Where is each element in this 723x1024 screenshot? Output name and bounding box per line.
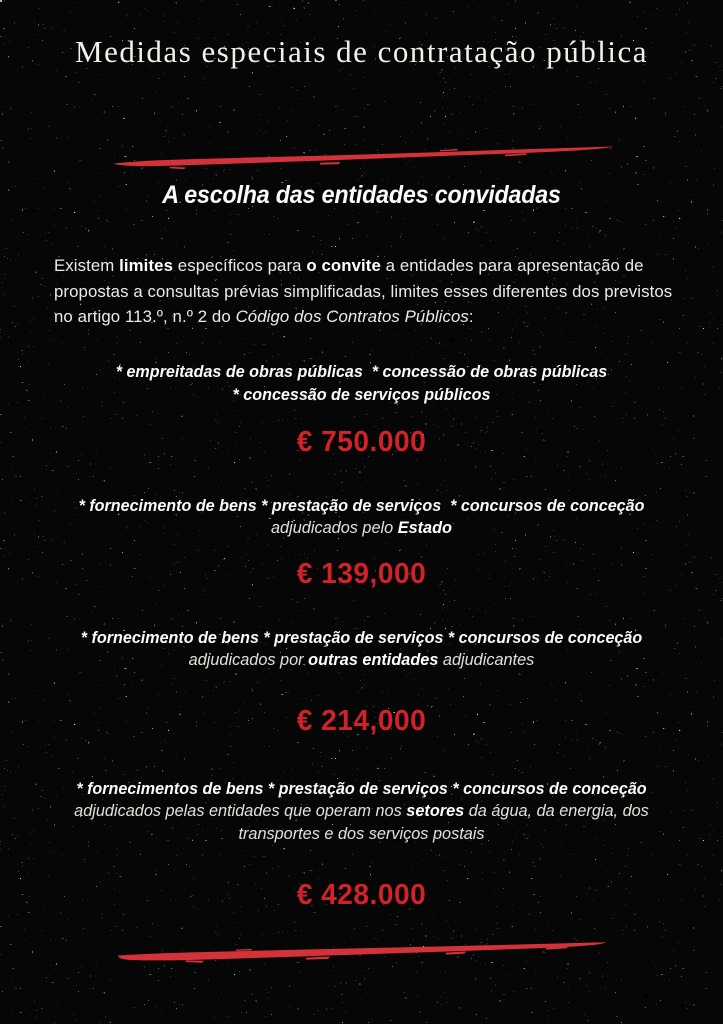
intro-bold-convite: o convite <box>306 256 381 275</box>
intro-paragraph <box>54 253 684 330</box>
threshold-subline <box>44 800 679 845</box>
speckle-dots <box>0 0 2 2</box>
subline-text: adjudicados pelo <box>271 518 398 537</box>
threshold-subline <box>11 649 712 672</box>
threshold-group-4 <box>0 777 723 845</box>
threshold-amount-4: € 428.000 <box>296 879 427 911</box>
threshold-items-line: * empreitadas de obras públicas * concessão de obras públicas <box>115 362 608 381</box>
intro-text: : <box>468 307 474 326</box>
threshold-items-line: * fornecimento de bens * prestação de serviços * concursos de conceção <box>78 496 645 515</box>
subline-text: da água, da energia, dos transportes e dos serviços postais <box>238 801 654 843</box>
threshold-group-1 <box>0 360 723 406</box>
section-heading: A escolha das entidades convidadas <box>162 181 561 209</box>
threshold-items-line: * fornecimentos de bens * prestação de serviços * concursos de conceção <box>76 779 647 798</box>
intro-bold-limites: limites <box>119 256 174 275</box>
page-title: Medidas especiais de contratação pública <box>75 34 648 69</box>
threshold-items-line: * fornecimento de bens * prestação de serviços * concursos de conceção <box>80 628 643 647</box>
subline-bold: Estado <box>397 518 452 537</box>
subline-text: adjudicados pelas entidades que operam nos <box>74 801 407 820</box>
threshold-amount-2: € 139,000 <box>296 558 427 590</box>
subline-bold: setores <box>406 801 465 820</box>
threshold-amount-1: € 750.000 <box>296 426 427 458</box>
threshold-subline <box>11 517 712 540</box>
subline-text: adjudicantes <box>438 650 535 669</box>
threshold-items-line: * concessão de serviços públicos <box>232 385 491 404</box>
threshold-group-2 <box>0 494 723 540</box>
threshold-group-3 <box>0 626 723 672</box>
subline-bold: outras entidades <box>308 650 439 669</box>
brush-stroke-top-icon <box>110 139 616 171</box>
brush-stroke-bottom-icon <box>116 933 608 970</box>
intro-italic-codigo: Código dos Contratos Públicos <box>235 307 469 326</box>
subline-text: adjudicados por <box>188 650 309 669</box>
intro-text: Existem <box>54 256 120 275</box>
intro-text: específicos para <box>173 256 307 275</box>
intro-text: a entidades para apresentação de propostas a consultas prévias simplificadas, limites esses diferentes dos previstos no artigo 113.º, n.º 2 do <box>54 256 673 326</box>
threshold-amount-3: € 214,000 <box>296 705 427 737</box>
